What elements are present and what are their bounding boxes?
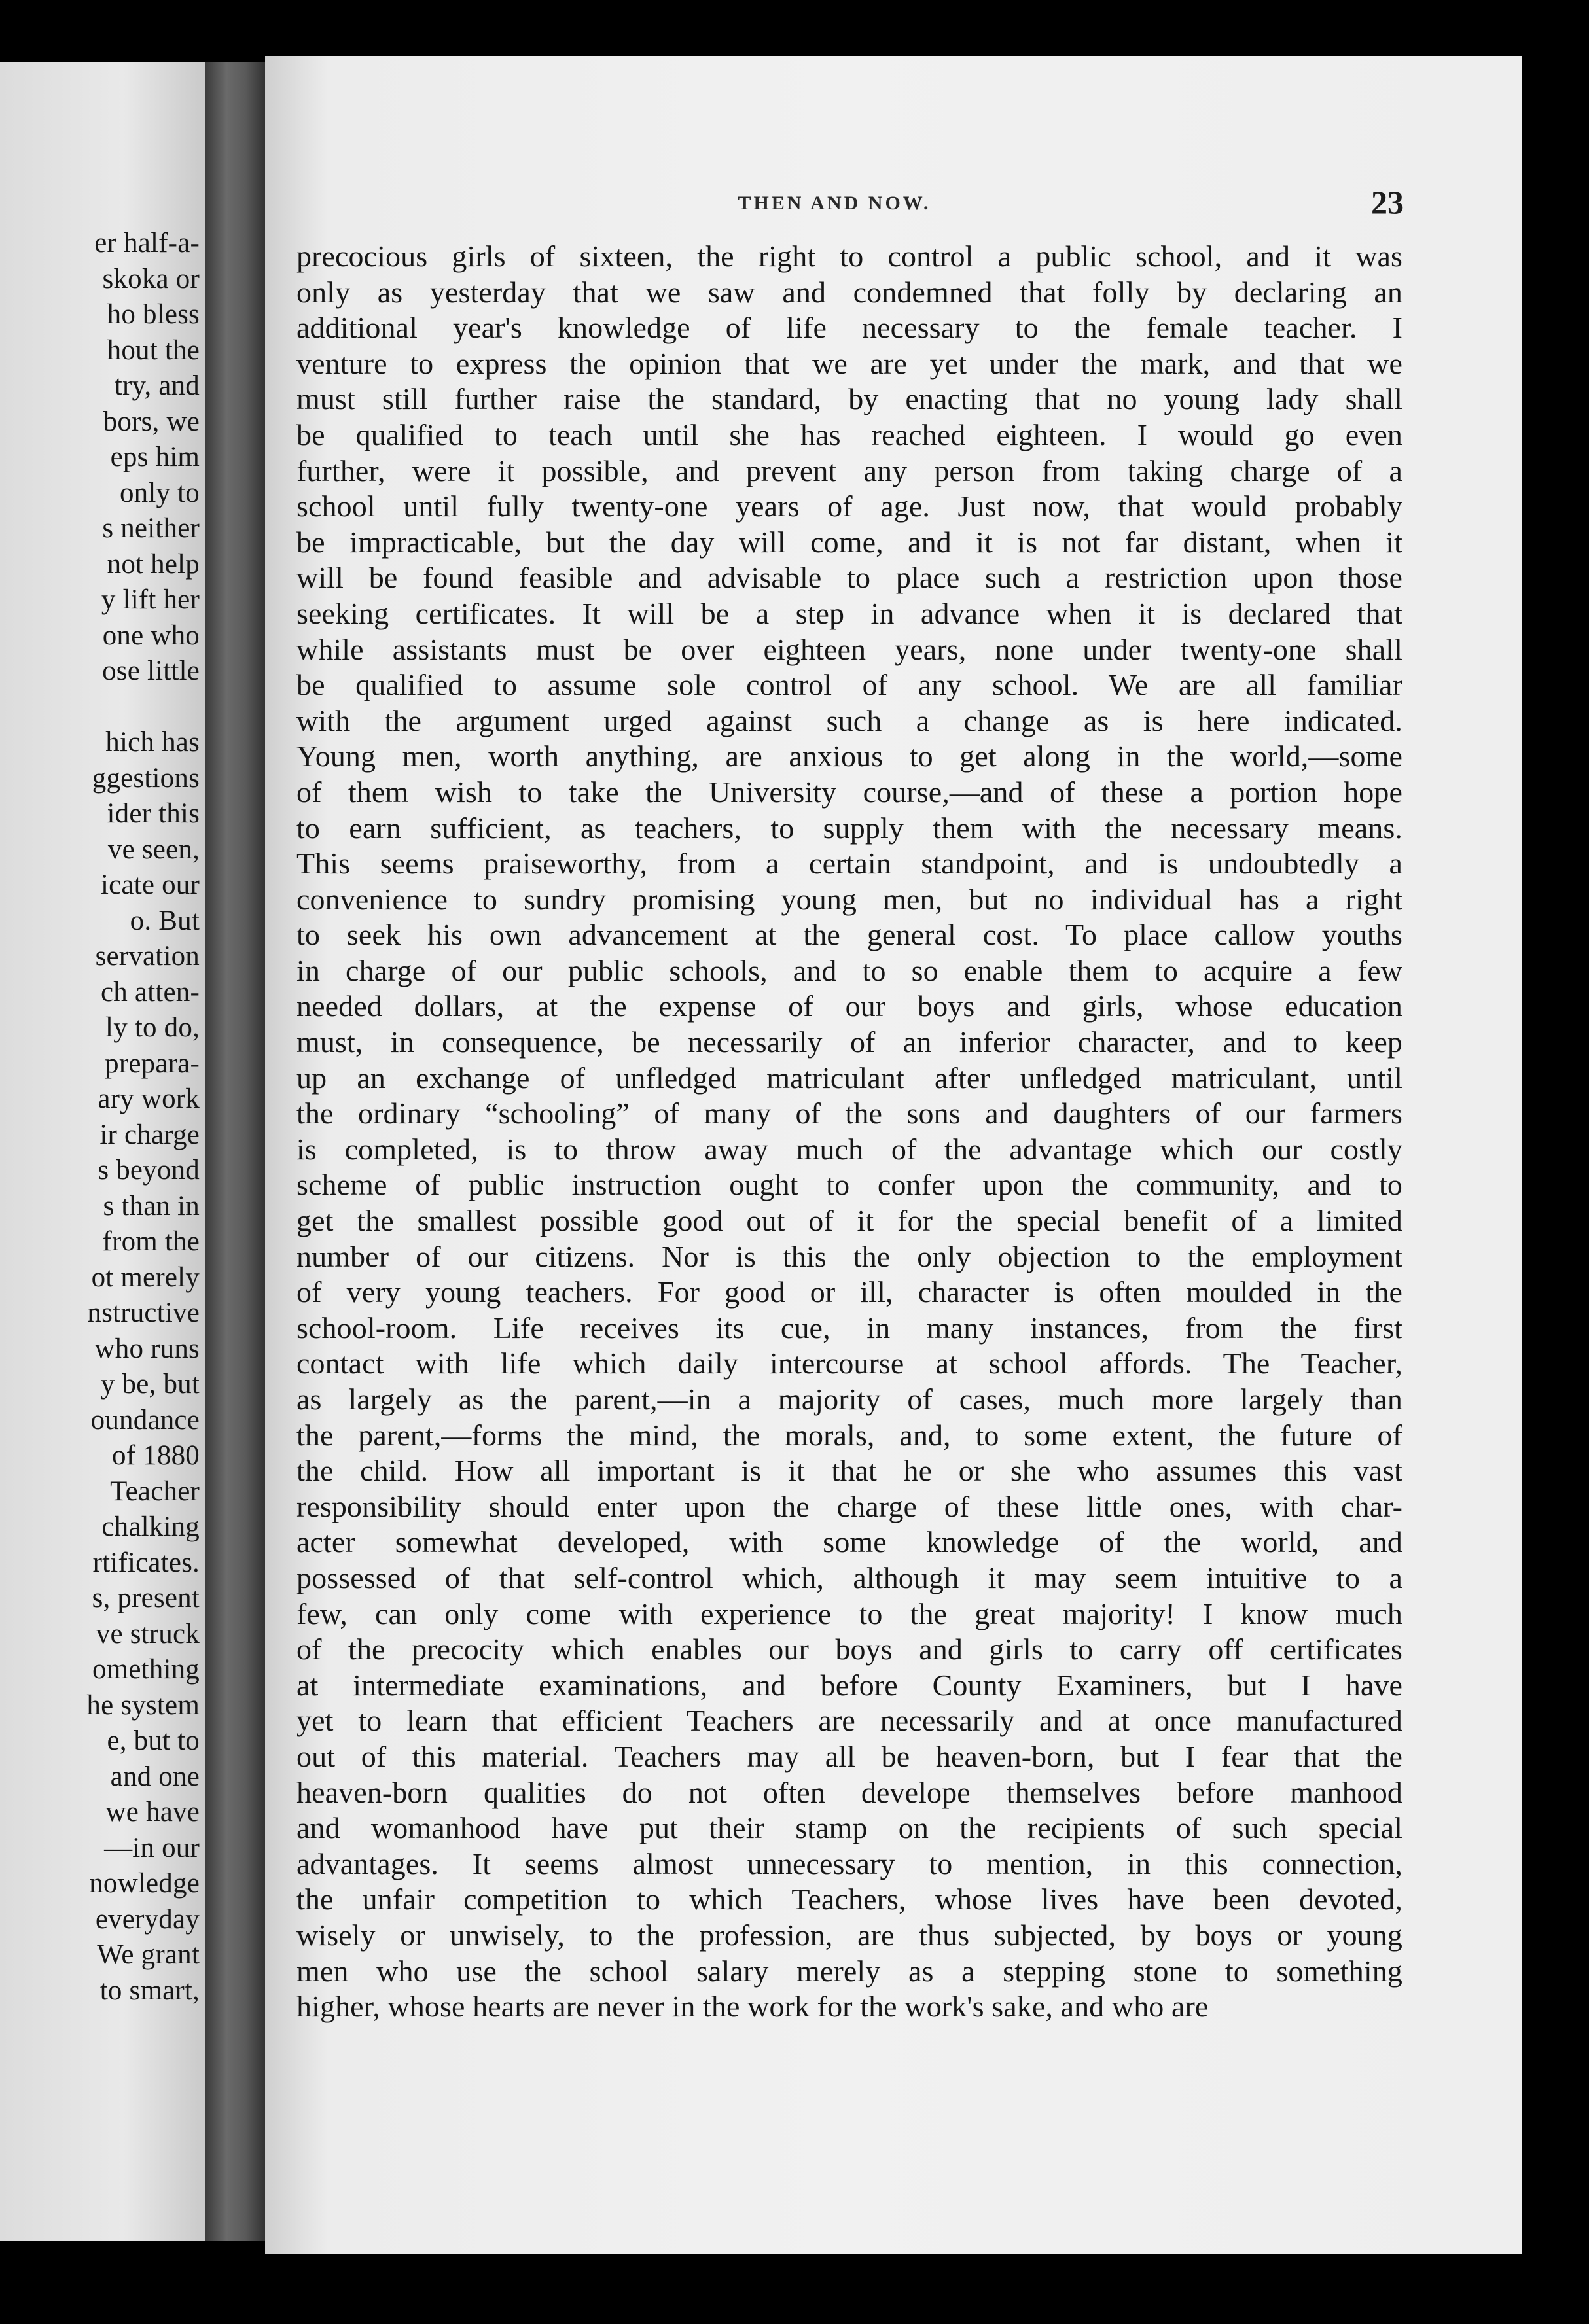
left-page-line: e, but to bbox=[107, 1725, 200, 1756]
left-page-line: icate our bbox=[100, 870, 200, 900]
left-page-line: and one bbox=[110, 1761, 200, 1792]
body-text-line: higher, whose hearts are never in the work for the work's sake, and who are bbox=[296, 1990, 1209, 2024]
body-text-line: the unfair competition to which Teachers, whose lives have been devoted, bbox=[296, 1882, 1402, 1916]
left-page-line: —in our bbox=[104, 1832, 200, 1863]
body-text-line: in charge of our public schools, and to so enable them to acquire a few bbox=[296, 953, 1402, 987]
left-page-line: ly to do, bbox=[105, 1012, 200, 1043]
left-page-line: eps him bbox=[110, 442, 200, 472]
right-page bbox=[265, 56, 1522, 2254]
left-page-line: omething bbox=[92, 1654, 200, 1685]
left-page-line: to smart, bbox=[99, 1975, 200, 2006]
left-page-line: ose little bbox=[102, 656, 200, 686]
left-page-line: ir charge bbox=[99, 1119, 200, 1150]
body-text-line: to earn sufficient, as teachers, to supply them with the necessary means. bbox=[296, 811, 1402, 845]
left-page-line: ch atten- bbox=[100, 976, 200, 1008]
body-text-line: while assistants must be over eighteen years, none under twenty-one shall bbox=[296, 632, 1402, 666]
body-text-line: heaven-born qualities do not often develope themselves before manhood bbox=[296, 1775, 1402, 1809]
body-text-line: as largely as the parent,—in a majority of cases, much more largely than bbox=[296, 1382, 1402, 1416]
left-facing-page bbox=[0, 62, 206, 2241]
left-page-line: everyday bbox=[95, 1903, 200, 1935]
running-head: THEN AND NOW. bbox=[738, 192, 931, 214]
left-page-line: not help bbox=[107, 548, 200, 580]
left-page-line: rtificates. bbox=[92, 1547, 200, 1578]
body-text-line: of the precocity which enables our boys and girls to carry off certificates bbox=[296, 1632, 1402, 1666]
body-text-line: the parent,—forms the mind, the morals, and, to some extent, the future of bbox=[296, 1418, 1402, 1452]
body-text-line: acter somewhat developed, with some knowledge of the world, and bbox=[296, 1525, 1402, 1559]
body-text-line: of very young teachers. For good or ill, character is often moulded in the bbox=[296, 1275, 1402, 1309]
left-page-line: s, present bbox=[92, 1583, 200, 1613]
left-page-line: only to bbox=[119, 477, 200, 508]
body-text-line: school-room. Life receives its cue, in many instances, from the first bbox=[296, 1311, 1402, 1345]
body-text-line: advantages. It seems almost unnecessary to mention, in this connection, bbox=[296, 1846, 1402, 1880]
left-page-line: from the bbox=[102, 1226, 200, 1257]
body-text-line: few, can only come with experience to the great majority! I know much bbox=[296, 1596, 1402, 1630]
body-text-line: of them wish to take the University course,—and of these a portion hope bbox=[296, 775, 1402, 809]
body-text-line: convenience to sundry promising young men, but no individual has a right bbox=[296, 882, 1402, 916]
body-text-line: venture to express the opinion that we are yet under the mark, and that we bbox=[296, 346, 1402, 380]
left-page-line: servation bbox=[95, 941, 200, 972]
left-page-line bbox=[0, 690, 200, 726]
left-page-line: ider this bbox=[107, 798, 200, 829]
body-text-line: responsibility should enter upon the charge of these little ones, with char- bbox=[296, 1489, 1402, 1523]
body-text-line: will be found feasible and advisable to place such a restriction upon those bbox=[296, 561, 1402, 595]
body-text-line: out of this material. Teachers may all be heaven-born, but I fear that the bbox=[296, 1739, 1402, 1773]
body-text-line: possessed of that self-control which, although it may seem intuitive to a bbox=[296, 1560, 1402, 1594]
body-text-line: be qualified to teach until she has reached eighteen. I would go even bbox=[296, 417, 1402, 451]
left-page-line: one who bbox=[102, 620, 200, 651]
left-page-line: prepara- bbox=[105, 1048, 200, 1079]
left-page-line: ary work bbox=[98, 1083, 200, 1114]
left-page-line: ggestions bbox=[92, 762, 200, 794]
body-text-line: is completed, is to throw away much of the advantage which our costly bbox=[296, 1132, 1402, 1166]
body-text-line: the ordinary “schooling” of many of the sons and daughters of our farmers bbox=[296, 1097, 1402, 1131]
body-text-line: yet to learn that efficient Teachers are necessarily and at once manufactured bbox=[296, 1704, 1402, 1738]
body-text bbox=[296, 239, 1402, 2025]
left-page-line: s than in bbox=[103, 1190, 200, 1222]
left-page-line: he system bbox=[86, 1689, 200, 1721]
body-text-line: be impracticable, but the day will come, and it is not far distant, when it bbox=[296, 525, 1402, 559]
left-page-line: ve seen, bbox=[107, 834, 200, 865]
body-text-line: to seek his own advancement at the general cost. To place callow youths bbox=[296, 918, 1402, 952]
left-page-line: try, and bbox=[114, 370, 200, 401]
left-page-line: hout the bbox=[107, 334, 200, 366]
body-text-line: seeking certificates. It will be a step in advance when it is declared that bbox=[296, 596, 1402, 630]
page-header bbox=[265, 183, 1404, 236]
body-text-line: scheme of public instruction ought to confer upon the community, and to bbox=[296, 1168, 1402, 1202]
left-page-line: ho bless bbox=[107, 299, 200, 330]
body-text-line: needed dollars, at the expense of our boys and girls, whose education bbox=[296, 989, 1402, 1023]
left-page-line: y be, but bbox=[100, 1369, 200, 1400]
left-page-line: nowledge bbox=[89, 1868, 200, 1899]
left-page-line: o. But bbox=[130, 905, 200, 936]
left-page-line: bors, we bbox=[103, 406, 200, 437]
left-page-line: who runs bbox=[94, 1333, 200, 1364]
body-text-line: must still further raise the standard, by enacting that no young lady shall bbox=[296, 382, 1402, 416]
body-text-line: up an exchange of unfledged matriculant after unfledged matriculant, until bbox=[296, 1061, 1402, 1095]
body-text-line: further, were it possible, and prevent any person from taking charge of a bbox=[296, 453, 1402, 487]
body-text-line: precocious girls of sixteen, the right to control a public school, and it was bbox=[296, 239, 1402, 273]
left-page-line: chalking bbox=[101, 1511, 200, 1542]
left-page-line: ot merely bbox=[91, 1261, 200, 1293]
body-text-line: with the argument urged against such a change as is here indicated. bbox=[296, 703, 1402, 737]
body-text-line: contact with life which daily intercourse at school affords. The Teacher, bbox=[296, 1347, 1402, 1381]
left-page-line: oundance bbox=[90, 1404, 200, 1435]
body-text-line: get the smallest possible good out of it for the special benefit of a limited bbox=[296, 1204, 1402, 1238]
body-text-line: the child. How all important is it that he or she who assumes this vast bbox=[296, 1454, 1402, 1488]
body-text-line: Young men, worth anything, are anxious to get along in the world,—some bbox=[296, 739, 1402, 773]
body-text-line: number of our citizens. Nor is this the only objection to the employment bbox=[296, 1239, 1402, 1273]
body-text-line: school until fully twenty-one years of age. Just now, that would probably bbox=[296, 489, 1402, 523]
left-page-text-fragments bbox=[0, 226, 200, 2009]
left-page-line: we have bbox=[105, 1797, 200, 1827]
left-page-line: ve struck bbox=[96, 1618, 200, 1649]
body-text-line: additional year's knowledge of life necessary to the female teacher. I bbox=[296, 311, 1402, 345]
page-number: 23 bbox=[1371, 184, 1404, 220]
body-text-line: be qualified to assume sole control of any school. We are all familiar bbox=[296, 668, 1402, 702]
left-page-line: y lift her bbox=[101, 584, 200, 615]
body-text-line: must, in consequence, be necessarily of an inferior character, and to keep bbox=[296, 1025, 1402, 1059]
body-text-line: This seems praiseworthy, from a certain standpoint, and is undoubtedly a bbox=[296, 847, 1402, 881]
left-page-line: We grant bbox=[97, 1939, 200, 1970]
left-page-line: hich has bbox=[105, 727, 200, 758]
left-page-line: skoka or bbox=[102, 263, 200, 294]
body-text-line: at intermediate examinations, and before County Examiners, but I have bbox=[296, 1668, 1402, 1702]
left-page-line: er half-a- bbox=[94, 228, 200, 258]
left-page-line: s beyond bbox=[98, 1155, 200, 1186]
body-text-line: men who use the school salary merely as a stepping stone to something bbox=[296, 1954, 1402, 1988]
left-page-line: s neither bbox=[102, 513, 200, 544]
left-page-line: of 1880 bbox=[112, 1440, 200, 1471]
book-gutter-shadow bbox=[205, 62, 267, 2241]
left-page-line: nstructive bbox=[87, 1297, 200, 1328]
body-text-line: and womanhood have put their stamp on the recipients of such special bbox=[296, 1811, 1402, 1845]
body-text-line: only as yesterday that we saw and condemned that folly by declaring an bbox=[296, 275, 1402, 309]
body-text-line: wisely or unwisely, to the profession, are thus subjected, by boys or young bbox=[296, 1918, 1402, 1952]
left-page-line: Teacher bbox=[110, 1475, 200, 1507]
